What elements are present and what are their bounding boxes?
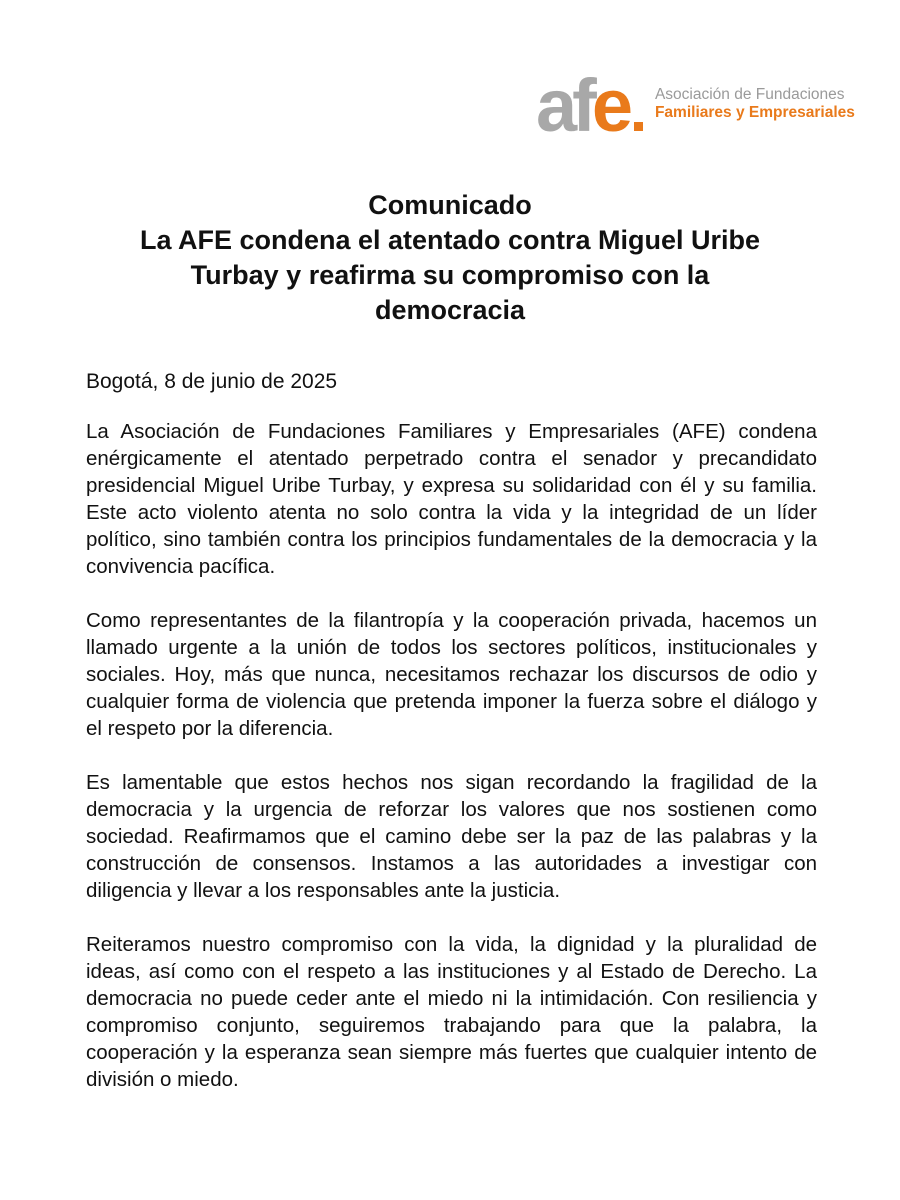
title-line-3: Turbay y reafirma su compromiso con la: [190, 260, 710, 290]
logo-mark-gray: af: [536, 64, 592, 147]
title-line-1: Comunicado: [368, 190, 532, 220]
logo-text: [655, 86, 855, 122]
title-line-2: La AFE condena el atentado contra Miguel Uribe: [139, 225, 761, 255]
title-line-4: democracia: [374, 295, 526, 325]
logo-mark-orange: e: [591, 64, 628, 147]
document-title: [90, 188, 810, 328]
document-date: Bogotá, 8 de junio de 2025: [86, 370, 338, 393]
afe-logo: [536, 64, 856, 147]
document-body: [86, 418, 817, 1120]
paragraph-4: Reiteramos nuestro compromiso con la vida, la dignidad y la pluralidad de ideas, así como con el respeto a las instituciones y al Estado de Derecho. La democracia no puede ceder ante el miedo ni la intimidación. Con resiliencia y compromiso conjunto, seguiremos trabajando para que la palabra, la cooperación y la esperanza sean siempre más fuertes que cualquier intento de división o miedo.: [86, 933, 817, 1091]
paragraph-3: Es lamentable que estos hechos nos sigan recordando la fragilidad de la democracia y la urgencia de reforzar los valores que nos sostienen como sociedad. Reafirmamos que el camino debe ser la paz de las palabras y la construcción de consensos. Instamos a las autoridades a investigar con diligencia y llevar a los responsables ante la justicia.: [86, 771, 817, 902]
logo-line-1: Asociación de Fundaciones: [654, 86, 845, 103]
afe-logo-mark: [536, 64, 643, 147]
logo-line-2: Familiares y Empresariales: [654, 104, 855, 121]
paragraph-2: Como representantes de la filantropía y la cooperación privada, hacemos un llamado urgente a la unión de todos los sectores políticos, institucionales y sociales. Hoy, más que nunca, necesitamos rechazar los discursos de odio y cualquier forma de violencia que pretenda imponer la fuerza sobre el diálogo y el respeto por la diferencia.: [86, 609, 817, 740]
paragraph-1: La Asociación de Fundaciones Familiares y Empresariales (AFE) condena enérgicamente el atentado perpetrado contra el senador y precandidato presidencial Miguel Uribe Turbay, y expresa su solidaridad con él y su familia. Este acto violento atenta no solo contra la vida y la integridad de un líder político, sino también contra los principios fundamentales de la democracia y la convivencia pacífica.: [86, 420, 817, 578]
logo-dot: [634, 122, 643, 131]
